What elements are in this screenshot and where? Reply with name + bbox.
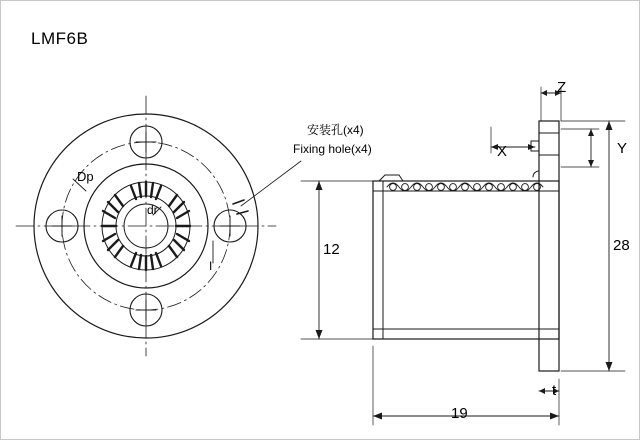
page-title: LMF6B <box>31 29 89 48</box>
fixing-hole-note-en: Fixing hole(x4) <box>293 142 372 156</box>
technical-drawing <box>1 1 640 440</box>
y-label: Y <box>617 140 628 157</box>
dim-bore-height: 12 <box>323 241 340 258</box>
dim-flange-height: 28 <box>613 237 630 254</box>
t-label: t <box>552 382 557 399</box>
x-label: X <box>497 143 508 160</box>
z-label: Z <box>557 79 567 96</box>
fixing-hole-note-cn: 安装孔(x4) <box>307 123 364 137</box>
dim-length: 19 <box>451 405 468 422</box>
dimension-lines <box>241 87 628 425</box>
section-view <box>373 121 559 371</box>
front-view <box>16 96 276 356</box>
i-label: I <box>209 259 213 273</box>
dr-label: dr <box>147 203 158 217</box>
dp-label: Dp <box>77 169 94 184</box>
ball-track-section <box>387 183 543 191</box>
